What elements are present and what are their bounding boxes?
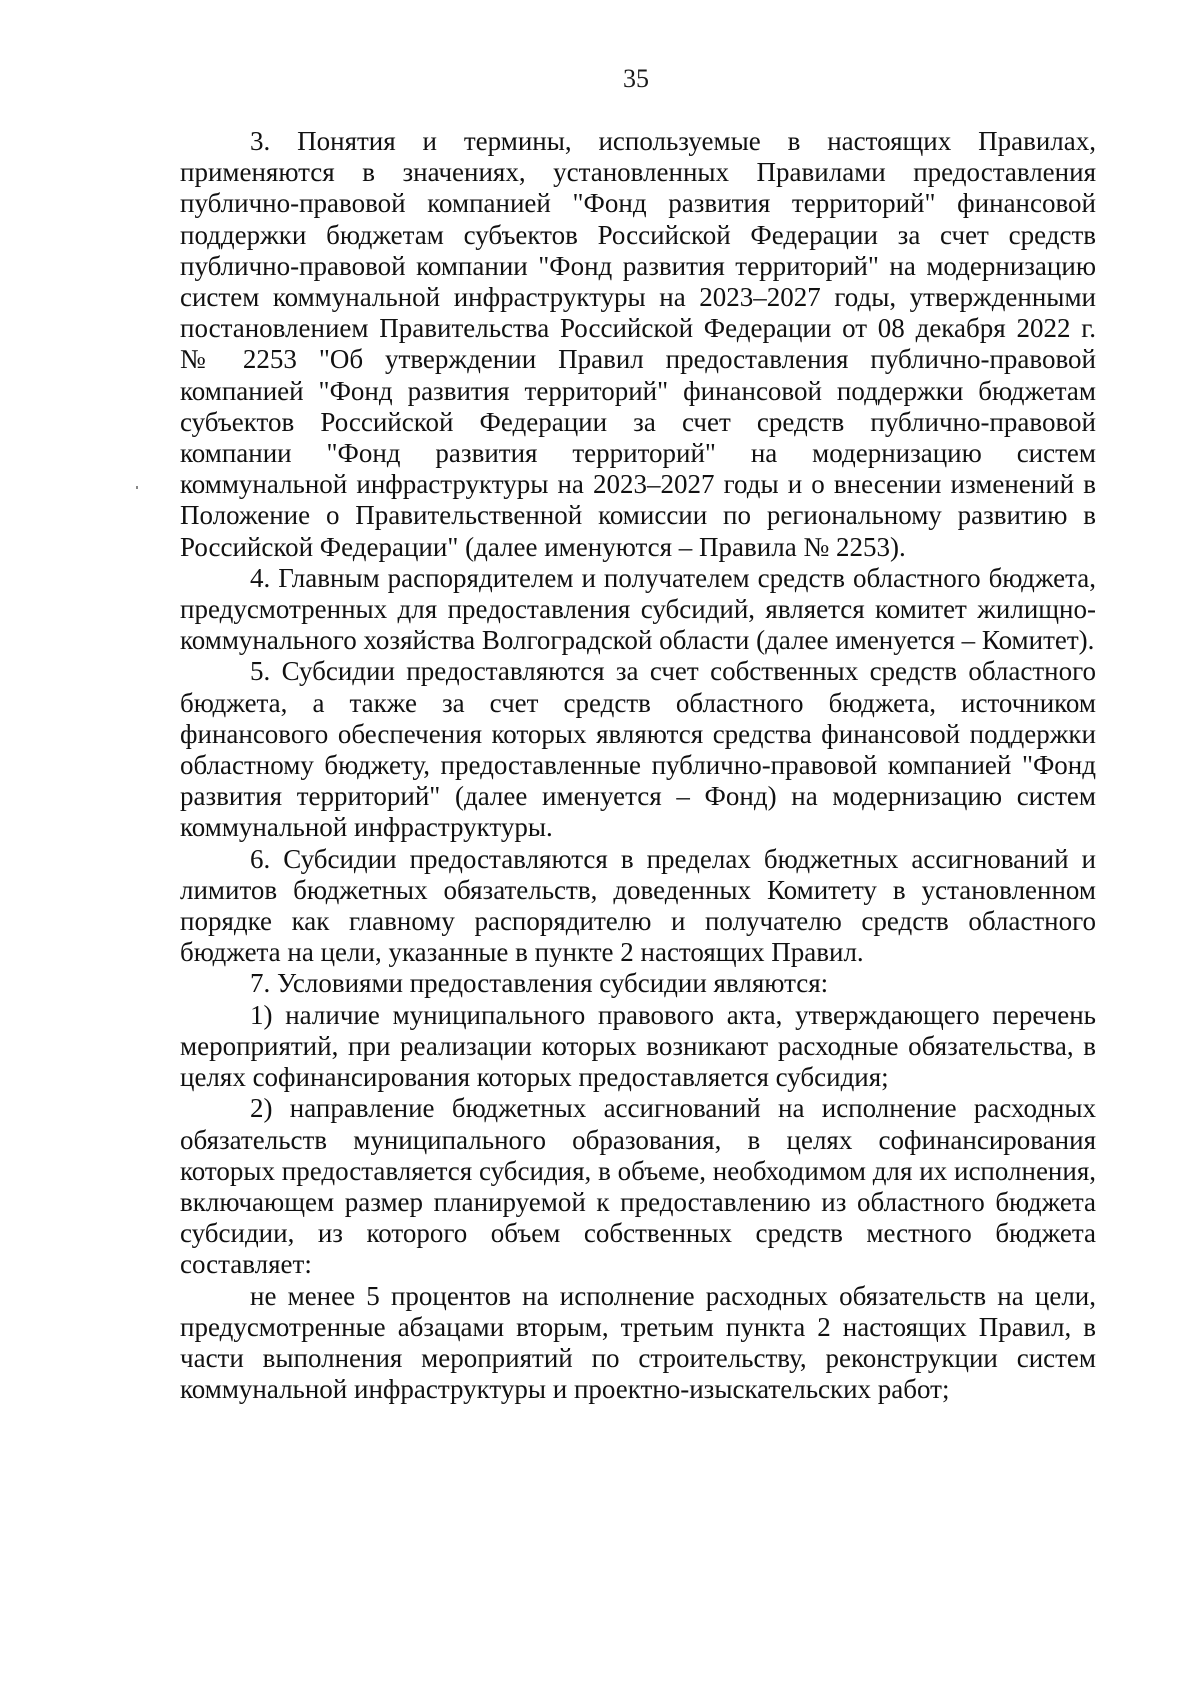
condition-2-minimum-share: не менее 5 процентов на исполнение расходных обязательств на цели, предусмотренные абзацами вторым, третьим пункта 2 настоящих Правил, в части выполнения мероприятий по строительству, реконструкции систем коммунальной инфраструктуры и проектно-изыскательских работ;: [180, 1280, 1096, 1405]
condition-2-budget-allocation: 2) направление бюджетных ассигнований на исполнение расходных обязательств муниципального образования, в целях софинансирования которых предоставляется субсидия, в объеме, необходимом для их исполнения, включающем размер планируемой к предоставлению из областного бюджета субсидии, из которого объем собственных средств местного бюджета составляет:: [180, 1093, 1096, 1280]
document-body: [180, 126, 1096, 1405]
paragraph-6-budget-limits: 6. Субсидии предоставляются в пределах бюджетных ассигнований и лимитов бюджетных обязательств, доведенных Комитету в установленном порядке как главному распорядителю и получателю средств областного бюджета на цели, указанные в пункте 2 настоящих Правил.: [180, 843, 1096, 968]
page-number: 35: [623, 64, 649, 93]
paragraph-3-definitions: 3. Понятия и термины, используемые в настоящих Правилах, применяются в значениях, установленных Правилами предоставления публично-правовой компанией "Фонд развития территорий" финансовой поддержки бюджетам субъектов Российской Федерации за счет средств публично-правовой компании "Фонд развития территорий" на модернизацию систем коммунальной инфраструктуры на 2023–2027 годы, утвержденными постановлением Правительства Российской Федерации от 08 декабря 2022 г. № 2253 "Об утверждении Правил предоставления публично-правовой компанией "Фонд развития территорий" финансовой поддержки бюджетам субъектов Российской Федерации за счет средств публично-правовой компании "Фонд развития территорий" на модернизацию систем коммунальной инфраструктуры на 2023–2027 годы и о внесении изменений в Положение о Правительственной комиссии по региональному развитию в Российской Федерации" (далее именуются – Правила № 2253).: [180, 126, 1096, 562]
paragraph-4-main-administrator: 4. Главным распорядителем и получателем средств областного бюджета, предусмотренных для предоставления субсидий, является комитет жилищно-коммунального хозяйства Волгоградской области (далее именуется – Комитет).: [180, 562, 1096, 656]
condition-1-municipal-act: 1) наличие муниципального правового акта, утверждающего перечень мероприятий, при реализации которых возникают расходные обязательства, в целях софинансирования которых предоставляется субсидия;: [180, 999, 1096, 1093]
paragraph-5-subsidy-sources: 5. Субсидии предоставляются за счет собственных средств областного бюджета, а также за счет средств областного бюджета, источником финансового обеспечения которых являются средства финансовой поддержки областному бюджету, предоставленные публично-правовой компанией "Фонд развития территорий" (далее именуется – Фонд) на модернизацию систем коммунальной инфраструктуры.: [180, 656, 1096, 843]
paragraph-7-conditions-heading: 7. Условиями предоставления субсидии являются:: [250, 968, 829, 999]
scan-artifact-mark: [136, 486, 138, 489]
